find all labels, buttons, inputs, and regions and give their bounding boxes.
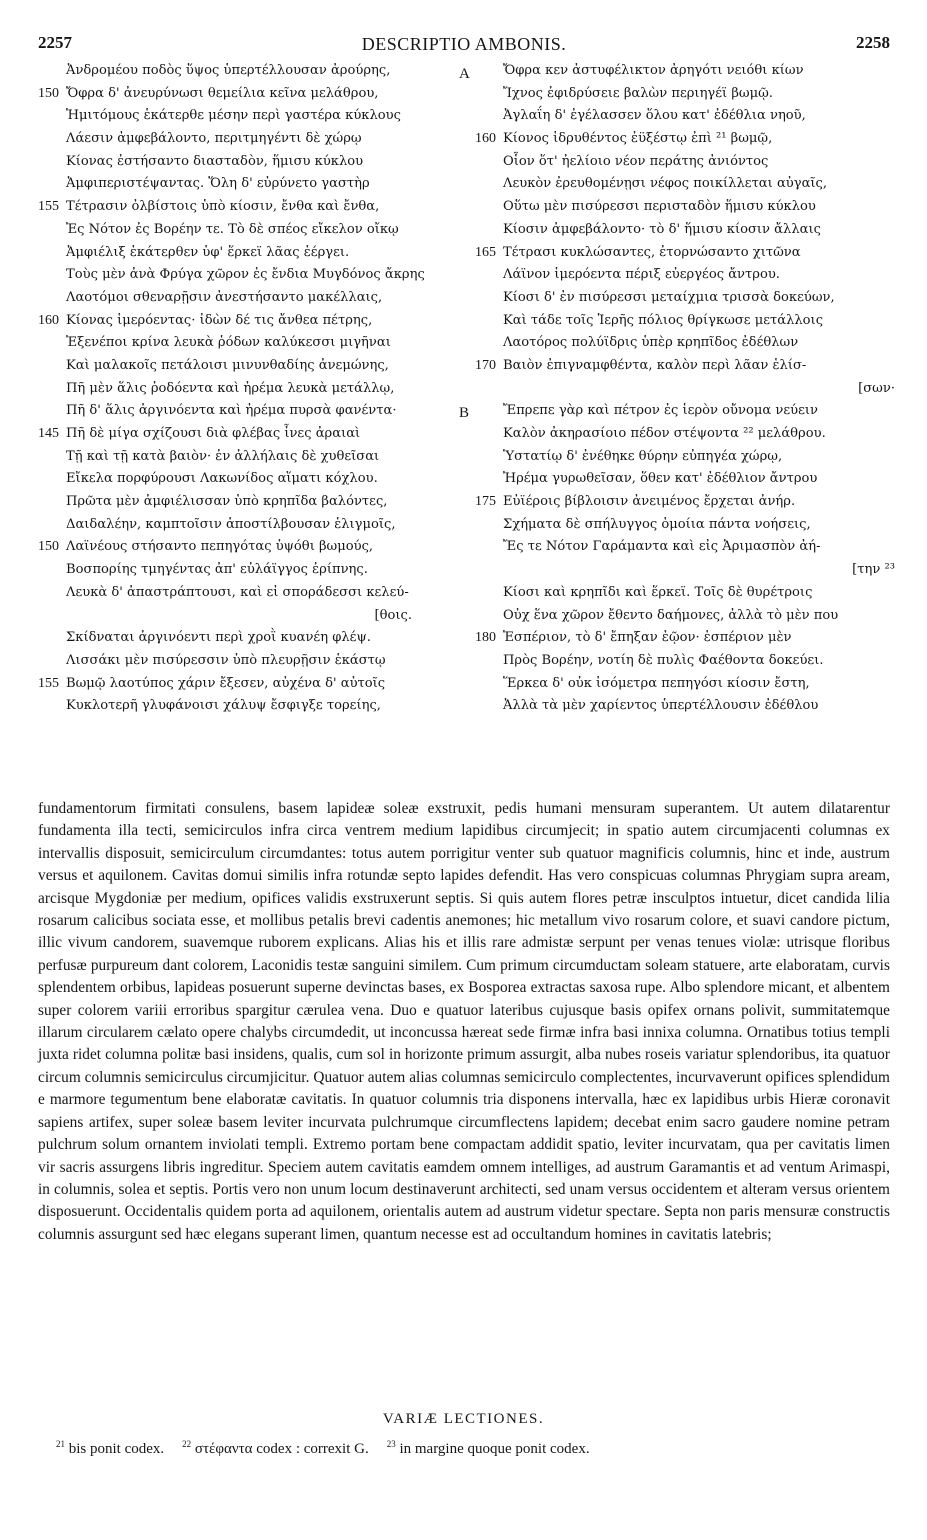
verse-line bbox=[38, 287, 456, 310]
verse-text: [θοις. bbox=[374, 607, 412, 623]
verse-line bbox=[475, 264, 895, 287]
verse-text: [την ²³ bbox=[852, 562, 895, 578]
verse-line bbox=[38, 355, 456, 378]
verse-text: Ἕρκεα δ' οὐκ ἰσόμετρα πεπηγόσι κίοσιν ἔστη, bbox=[503, 675, 810, 691]
line-number: 155 bbox=[38, 199, 59, 215]
verse-line bbox=[38, 514, 456, 537]
greek-column-left bbox=[38, 60, 456, 718]
verse-line bbox=[475, 605, 895, 628]
verse-text: Καλὸν ἀκηρασίοιο πέδον στέψοντα ²² μελάθρου. bbox=[503, 426, 826, 441]
verse-text: Πρὸς Βορέην, νοτίη δὲ πυλὶς Φαέθοντα δοκεύει. bbox=[503, 652, 824, 668]
verse-text: [σων· bbox=[858, 380, 895, 396]
verse-line bbox=[38, 151, 456, 174]
line-number: 160 bbox=[38, 312, 59, 328]
line-number: 150 bbox=[38, 539, 59, 555]
verse-line bbox=[475, 128, 895, 151]
verse-text: Ἠρέμα γυρωθεῖσαν, ὅθεν κατ' ἐδέθλιον ἄντρου bbox=[503, 471, 818, 487]
variae-lectiones-heading: VARIÆ LECTIONES. bbox=[382, 1411, 545, 1427]
verse-text: Λάεσιν ἀμφεβάλοντο, περιτμηγέντι δὲ χώρῳ bbox=[66, 131, 362, 147]
verse-line bbox=[475, 105, 895, 128]
verse-line bbox=[475, 151, 895, 174]
greek-column-right bbox=[475, 60, 895, 718]
verse-line bbox=[38, 673, 456, 696]
verse-line bbox=[38, 582, 456, 605]
verse-line bbox=[38, 105, 456, 128]
verse-line bbox=[38, 423, 456, 446]
verse-line bbox=[475, 310, 895, 333]
latin-translation: fundamentorum firmitati consulens, basem lapideæ soleæ exstruxit, pedis humani mensuram superantem. Ut autem dilatarentur fundamenta illa tecti, semicirculos infra circa ventrem medium lapidibus circumjecit; in spatio autem circumjacenti columnas ex intervallis disposuit, semicirculum circumdantes: totus autem porrigitur venter sub quatuor magnificis columnis, hinc et inde, austrum versus et aquilonem. Cavitas domui similis infra rotundæ septo lapides defendit. Has vero conspicuas columnas Phrygiam supra aream, arcisque Mygdoniæ per medium, opifices validis exstruxerunt septis. Si quis autem flores petræ insculptos intuetur, dicet candida lilia rosarum calicibus sociata esse, et mollibus petalis brevi cadentis anemones; hic metallum vivo rosarum colore, et suavi candore pictum, illic vivum candorem, suavemque ruborem explicans. Alias his et illis rare admistæ serpunt per venas tenues violæ: utrisque floribus perfusæ purpureum dant colorem, Laconidis testæ sanguini similem. Cum primum circumductam soleam statuere, arte elaboratam, curvis splendentem orbibus, lapideas posuerunt superne devinctas bases, ex Bosporea extractas saxosa rupe. Albo splendore micant, et albentem super colorem variii erroribus spargitur cærulea vena. Duo e quatuor lateribus cujusque basis opifex ornans polivit, summitatemque illarum circularem cælato opere chalybs circumdedit, ut inconcussa hæreat sede firmæ infra basi innixa columna. Ornatibus totius templi juxta ridet columna politæ basi insidens, qualis, cum sol in horizonte primum assurgit, alba nubes roseis variatur splendoribus, ita quatuor circum columnis semicirculus circumjicitur. Quatuor autem alias columnas semicirculo complectentes, incurvaverunt opifices splendidum e marmore tegumentum bene elaboratæ cavitatis. In quatuor columnis tria disponens intervalla, hæc ex lapidibus urbis Hieræ coronavit sapiens artifex, super soleæ basem leviter incurvata pulchrumque circumflectens lapidem; decebat enim sacro gaudere nomine petram pulchrum solum ornantem inviolati templi. Extremo portam bene compactam addidit spatio, leviter incurvatam, qua per cavitatis limen vir sacris assurgens libris ingreditur. Speciem autem cavitatis eamdem omnem intelliges, ad austrum Garamantis et ad ventum Arimaspi, in columnis, solea et septis. Portis vero non unum locum destinaverunt architecti, sed unam versus occidentem et alteram versus orientem disposuerunt. Occidentalis quidem porta ad aquilonem, orientalis autem ad austrum videtur spectare. Septa non paris mensuræ constructis columnis assurgunt sed hæc elegans superant limen, quantum necesse est ad occultandum homines in cavitatis latebris; bbox=[38, 800, 890, 1243]
verse-line bbox=[475, 400, 895, 423]
verse-line bbox=[475, 673, 895, 696]
variant-note bbox=[387, 1441, 590, 1457]
verse-line bbox=[38, 468, 456, 491]
verse-text: Οὕτω μὲν πισύρεσσι περισταδὸν ἥμισυ κύκλου bbox=[503, 199, 816, 215]
verse-text: Λαοτόρος πολύϊδρις ὑπὲρ κρηπῖδος ἐδέθλων bbox=[503, 335, 799, 351]
line-number: 165 bbox=[475, 244, 496, 260]
verse-line bbox=[475, 219, 895, 242]
verse-line bbox=[475, 650, 895, 673]
line-number: 145 bbox=[38, 426, 59, 441]
verse-text: Πρῶτα μὲν ἀμφιέλισσαν ὑπὸ κρηπῖδα βαλόντες, bbox=[66, 494, 388, 510]
note-text: στέφαντα codex : correxit G. bbox=[191, 1441, 369, 1457]
verse-line bbox=[38, 219, 456, 242]
running-title: DESCRIPTIO AMBONIS. bbox=[361, 34, 567, 54]
verse-text: Βωμῷ λαοτύπος χάριν ἔξεσεν, αὐχένα δ' αὐτοῖς bbox=[66, 675, 386, 691]
column-marker-b: B bbox=[459, 405, 470, 421]
page-number-left: 2257 bbox=[38, 33, 72, 52]
verse-text: Βαιὸν ἐπιγναμφθέντα, καλὸν περὶ λᾶαν ἑλίσ- bbox=[503, 357, 807, 373]
variant-note bbox=[182, 1441, 369, 1457]
verse-text: Λαϊνέους στήσαντο πεπηγότας ὑψόθι βωμούς, bbox=[66, 539, 374, 555]
verse-text: Ἀνδρομέου ποδὸς ὕψος ὑπερτέλλουσαν ἀρούρης, bbox=[66, 63, 391, 78]
verse-line bbox=[475, 242, 895, 265]
variant-note bbox=[56, 1441, 164, 1457]
verse-text: Ἀλλὰ τὰ μὲν χαρίεντος ὑπερτέλλουσιν ἐδέθλου bbox=[503, 698, 819, 714]
verse-line bbox=[475, 378, 895, 401]
verse-text: Βοσπορίης τμηγέντας ἀπ' εὐλάϊγγος ἐρίπνης. bbox=[66, 562, 368, 578]
verse-text: Ἀμφιέλιξ ἑκάτερθεν ὑφ' ἕρκεϊ λᾶας ἐέργει. bbox=[66, 244, 350, 260]
page-header bbox=[38, 33, 890, 57]
verse-line bbox=[475, 468, 895, 491]
verse-line bbox=[475, 287, 895, 310]
page-number-right: 2258 bbox=[856, 33, 890, 52]
verse-line bbox=[38, 310, 456, 333]
verse-text: Οἷον ὅτ' ἠελίοιο νέον περάτης ἀνιόντος bbox=[503, 153, 769, 169]
verse-line bbox=[475, 355, 895, 378]
verse-line bbox=[475, 491, 895, 514]
verse-line bbox=[475, 83, 895, 106]
verse-text: Κυκλοτερῆ γλυφάνοισι χάλυψ ἔσφιγξε τορείης, bbox=[66, 698, 381, 714]
verse-text: Κίοσι καὶ κρηπῖδι καὶ ἕρκεϊ. Τοῖς δὲ θυρέτροις bbox=[503, 584, 813, 600]
verse-text: Σκίδναται ἀργινόεντι περὶ χροῒ κυανέη φλέψ. bbox=[66, 630, 371, 646]
verse-line bbox=[38, 605, 456, 628]
verse-line bbox=[38, 173, 456, 196]
verse-text: Πῆ δὲ μίγα σχίζουσι διὰ φλέβας ἶνες ἀραιαὶ bbox=[66, 426, 361, 441]
verse-line bbox=[38, 60, 456, 83]
verse-line bbox=[38, 196, 456, 219]
verse-line bbox=[38, 491, 456, 514]
verse-text: Ἡμιτόμους ἑκάτερθε μέσην περὶ γαστέρα κύκλους bbox=[66, 108, 401, 124]
verse-line bbox=[38, 332, 456, 355]
verse-line bbox=[475, 559, 895, 582]
verse-text: Σχήματα δὲ σπήλυγγος ὁμοίια πάντα νοήσεις, bbox=[503, 516, 811, 532]
verse-text: Εὐϊέροις βίβλοισιν ἀνειμένος ἔρχεται ἀνήρ. bbox=[503, 494, 796, 510]
verse-text: Λευκὸν ἐρευθομένῃσι νέφος ποικίλλεται αὐγαῖς, bbox=[503, 176, 828, 192]
verse-text: Ἔπρεπε γὰρ καὶ πέτρον ἐς ἱερὸν οὔνομα νεύειν bbox=[503, 403, 818, 419]
verse-text: Καὶ τάδε τοῖς Ἱερῆς πόλιος θρίγκωσε μετάλλοις bbox=[503, 312, 824, 328]
verse-text: Οὐχ ἕνα χῶρον ἔθεντο δαήμονες, ἀλλὰ τὸ μὲν που bbox=[503, 607, 839, 623]
verse-text: Τοὺς μὲν ἀνὰ Φρύγα χῶρον ἐς ἔνδια Μυγδόνος ἄκρης bbox=[66, 267, 425, 283]
verse-text: Καὶ μαλακοῖς πετάλοισι μινυνθαδίης ἀνεμώνης, bbox=[66, 357, 389, 373]
note-mark: 23 bbox=[386, 1439, 396, 1449]
verse-line bbox=[475, 695, 895, 718]
verse-text: Εἴκελα πορφύρουσι Λακωνίδος αἵματι κόχλου. bbox=[66, 471, 378, 487]
verse-text: Ἔς τε Νότον Γαράμαντα καὶ εἰς Ἀριμασπὸν ἀή- bbox=[503, 539, 821, 555]
verse-line bbox=[38, 378, 456, 401]
verse-line bbox=[475, 332, 895, 355]
verse-text: Κίοσι δ' ἐν πισύρεσσι μεταίχμια τρισσὰ δοκεύων, bbox=[503, 289, 835, 305]
line-number: 175 bbox=[475, 494, 496, 510]
verse-text: Ἀγλαΐη δ' ἐγέλασσεν ὅλου κατ' ἐδέθλια νηοῦ, bbox=[503, 108, 806, 124]
verse-text: Πῆ δ' ἅλις ἀργινόεντα καὶ ἠρέμα πυρσὰ φανέντα· bbox=[66, 403, 397, 419]
verse-text: Κίονας ἐστήσαντο διασταδὸν, ἥμισυ κύκλου bbox=[66, 153, 364, 169]
verse-text: Κίονας ἱμερόεντας· ἰδὼν δέ τις ἄνθεα πέτρης, bbox=[66, 312, 373, 328]
line-number: 180 bbox=[475, 630, 496, 646]
note-text: bis ponit codex. bbox=[65, 1441, 165, 1457]
verse-text: Τῇ καὶ τῇ κατὰ βαιὸν· ἐν ἀλλήλαις δὲ χυθεῖσαι bbox=[66, 448, 380, 464]
line-number: 170 bbox=[475, 357, 496, 373]
verse-line bbox=[475, 627, 895, 650]
verse-line bbox=[475, 446, 895, 469]
verse-text: Δαιδαλέην, καμπτοῖσιν ἀποστίλβουσαν ἑλιγμοῖς, bbox=[66, 516, 396, 532]
verse-line bbox=[475, 60, 895, 83]
verse-line bbox=[38, 242, 456, 265]
verse-line bbox=[475, 582, 895, 605]
verse-text: Ἐς Νότον ἐς Βορέην τε. Τὸ δὲ σπέος εἴκελον οἴκῳ bbox=[66, 221, 399, 237]
line-number: 160 bbox=[475, 131, 496, 147]
verse-text: Ὑστατίῳ δ' ἐνέθηκε θύρην εὐπηγέα χώρῳ, bbox=[503, 448, 783, 464]
verse-line bbox=[38, 627, 456, 650]
verse-line bbox=[38, 128, 456, 151]
verse-line bbox=[38, 559, 456, 582]
verse-text: Λαοτόμοι σθεναρῇσιν ἀνεστήσαντο μακέλλαις, bbox=[66, 289, 383, 305]
verse-line bbox=[475, 514, 895, 537]
line-number: 155 bbox=[38, 675, 59, 691]
verse-line bbox=[38, 83, 456, 106]
verse-text: Κίονος ἱδρυθέντος ἐϋξέστῳ ἐπὶ ²¹ βωμῷ, bbox=[503, 131, 773, 147]
verse-line bbox=[38, 695, 456, 718]
verse-line bbox=[475, 423, 895, 446]
verse-line bbox=[475, 173, 895, 196]
verse-text: Ἐξενέποι κρίνα λευκὰ ῥόδων καλύκεσσι μιγῆναι bbox=[66, 335, 391, 351]
verse-text: Τέτρασιν ὀλβίστοις ὑπὸ κίοσιν, ἔνθα καὶ ἔνθα, bbox=[66, 199, 380, 215]
verse-line bbox=[38, 650, 456, 673]
verse-line bbox=[475, 536, 895, 559]
column-marker-a: A bbox=[459, 66, 470, 82]
verse-text: Λάϊνον ἱμερόεντα πέριξ εὐεργέος ἄντρου. bbox=[503, 267, 780, 283]
verse-text: Λισσάκι μὲν πισύρεσσιν ὑπὸ πλευρῇσιν ἑκάστῳ bbox=[66, 652, 386, 668]
verse-line bbox=[38, 400, 456, 423]
line-number: 150 bbox=[38, 85, 59, 101]
verse-text: Πῆ μὲν ἅλις ῥοδόεντα καὶ ἠρέμα λευκὰ μετάλλῳ, bbox=[66, 380, 395, 396]
verse-line bbox=[38, 536, 456, 559]
verse-text: Λευκὰ δ' ἀπαστράπτουσι, καὶ εἰ σποράδεσσι κελεύ- bbox=[66, 584, 409, 600]
verse-line bbox=[475, 196, 895, 219]
verse-text: Τέτρασι κυκλώσαντες, ἐτορνώσαντο χιτῶνα bbox=[503, 244, 801, 260]
verse-text: Ἴχνος ἐφιδρύσειε βαλὼν περιηγέϊ βωμῷ. bbox=[503, 85, 773, 101]
verse-text: Ἀμφιπεριστέψαντας. Ὅλη δ' εὐρύνετο γαστὴρ bbox=[66, 176, 370, 192]
verse-text: Κίοσιν ἀμφεβάλοντο· τὸ δ' ἥμισυ κίοσιν ἄλλαις bbox=[503, 221, 821, 237]
verse-text: Ἑσπέριον, τὸ δ' ἔπηξαν ἑῷον· ἑσπέριον μὲν bbox=[503, 630, 792, 646]
note-mark: 21 bbox=[56, 1439, 65, 1449]
verse-line bbox=[38, 446, 456, 469]
note-mark: 22 bbox=[182, 1439, 192, 1449]
verse-text: Ὄφρα δ' ἀνευρύνωσι θεμείλια κεῖνα μελάθρου, bbox=[66, 85, 379, 101]
note-text: in margine quoque ponit codex. bbox=[395, 1441, 590, 1457]
variae-lectiones-notes bbox=[56, 1439, 896, 1458]
verse-line bbox=[38, 264, 456, 287]
verse-text: Ὄφρα κεν ἀστυφέλικτον ἀρηγότι νειόθι κίων bbox=[503, 63, 804, 78]
